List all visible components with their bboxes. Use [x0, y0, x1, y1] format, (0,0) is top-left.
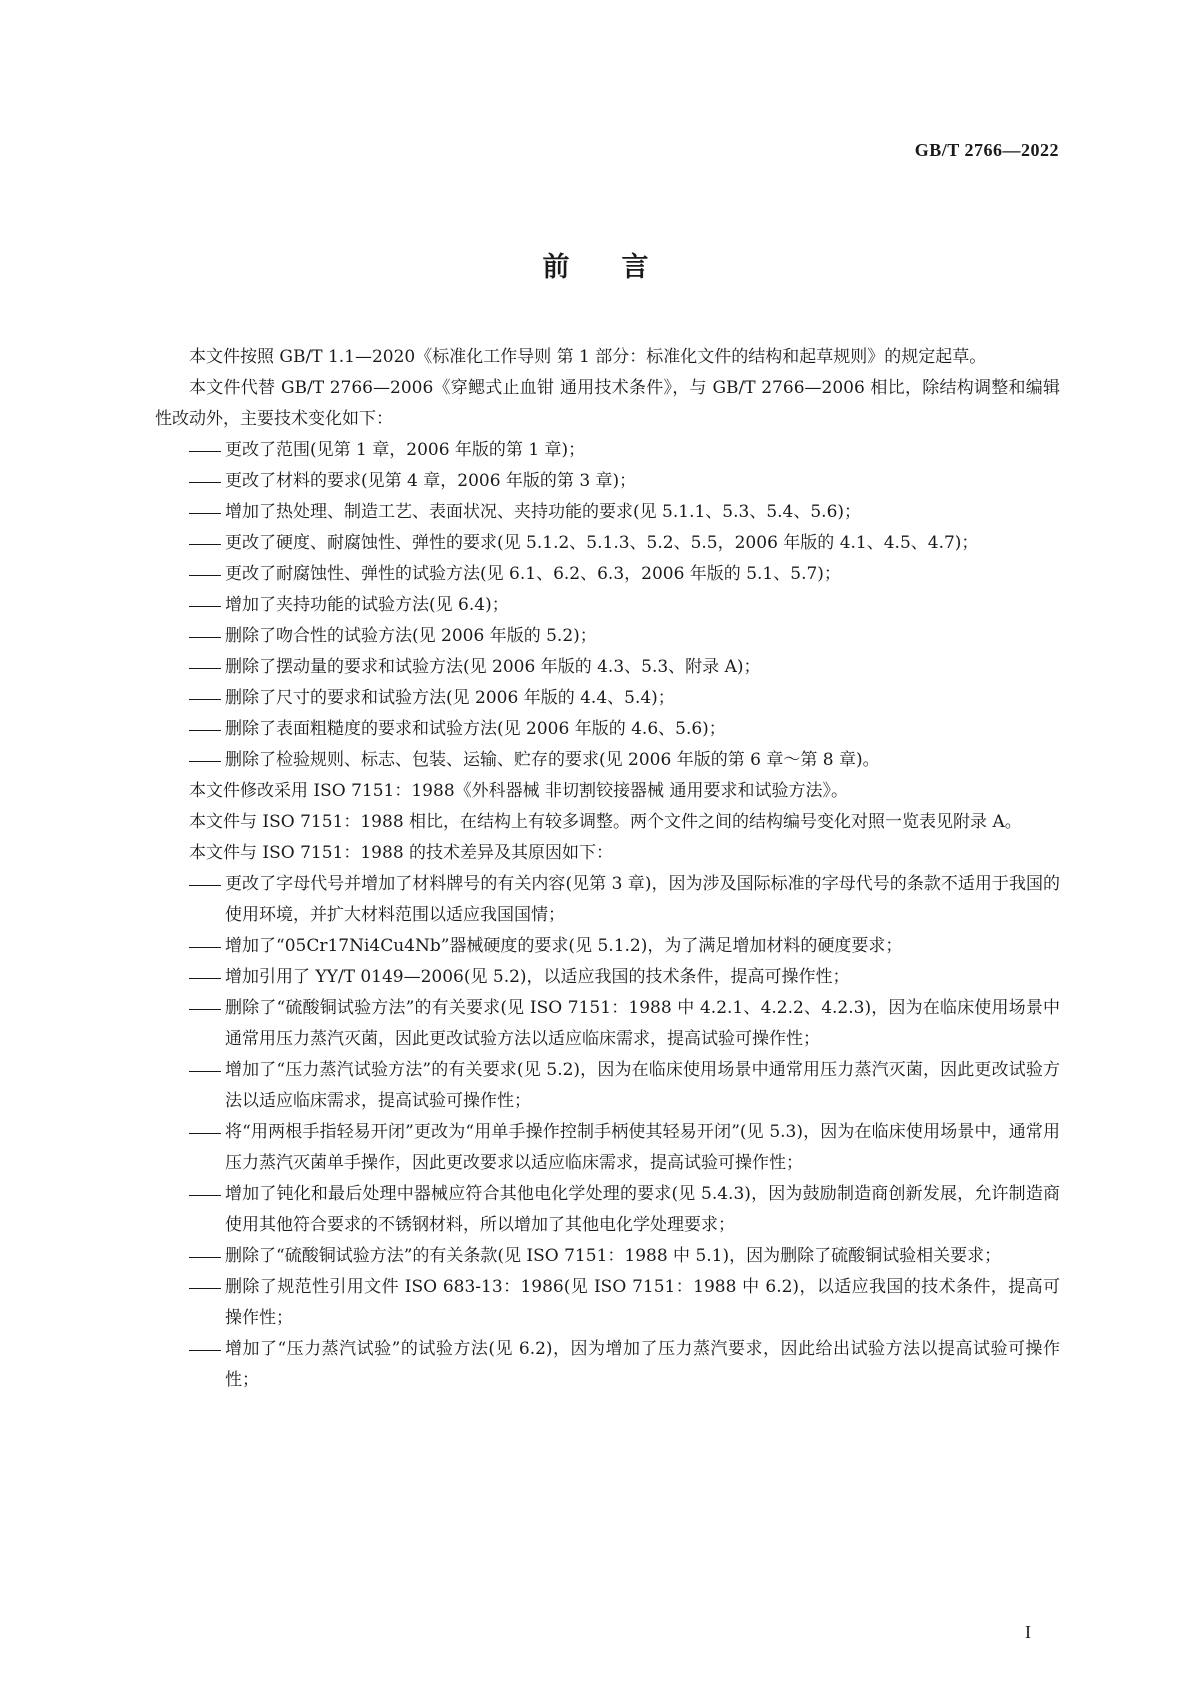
- list-item: [155, 714, 1060, 745]
- paragraph: 本文件代替 GB/T 2766—2006《穿鳃式止血钳 通用技术条件》，与 GB/T 2766—2006 相比，除结构调整和编辑性改动外，主要技术变化如下：: [155, 378, 1060, 429]
- list-item: [155, 745, 1060, 776]
- list-item: [155, 528, 1060, 559]
- list-item: [155, 435, 1060, 466]
- list-item: [155, 1179, 1060, 1241]
- list-item-text: 更改了字母代号并增加了材料牌号的有关内容(见第 3 章)，因为涉及国际标准的字母代号的条款不适用于我国的使用环境，并扩大材料范围以适应我国国情；: [225, 874, 1060, 925]
- list-item: [155, 683, 1060, 714]
- paragraph: 本文件与 ISO 7151：1988 的技术差异及其原因如下：: [189, 843, 614, 863]
- list-item-text: 删除了表面粗糙度的要求和试验方法(见 2006 年版的 4.6、5.6)；: [225, 719, 726, 739]
- differences-list: [155, 869, 1060, 1396]
- page-title: 前言: [542, 252, 701, 283]
- list-item: [155, 931, 1060, 962]
- list-item: [155, 993, 1060, 1055]
- list-item-text: 增加了“压力蒸汽试验方法”的有关要求(见 5.2)，因为在临床使用场景中通常用压力蒸汽灭菌，因此更改试验方法以适应临床需求，提高试验可操作性；: [225, 1060, 1060, 1111]
- list-item-text: 将“用两根手指轻易开闭”更改为“用单手操作控制手柄使其轻易开闭”(见 5.3)，因为在临床使用场景中，通常用压力蒸汽灭菌单手操作，因此更改要求以适应临床需求，提高试验可操作性；: [225, 1122, 1060, 1173]
- list-item: [155, 1241, 1060, 1272]
- list-item: [155, 497, 1060, 528]
- changes-list: [155, 435, 1060, 776]
- list-item-text: 删除了摆动量的要求和试验方法(见 2006 年版的 4.3、5.3、附录 A)；: [225, 657, 761, 677]
- list-item-text: 增加了钝化和最后处理中器械应符合其他电化学处理的要求(见 5.4.3)，因为鼓励制造商创新发展，允许制造商使用其他符合要求的不锈钢材料，所以增加了其他电化学处理要求；: [225, 1184, 1060, 1235]
- list-item-text: 删除了“硫酸铜试验方法”的有关要求(见 ISO 7151：1988 中 4.2.1、4.2.2、4.2.3)，因为在临床使用场景中通常用压力蒸汽灭菌，因此更改试验方法以适应临床需求，提高试验可操作性；: [225, 998, 1060, 1049]
- list-item-text: 增加了夹持功能的试验方法(见 6.4)；: [225, 595, 509, 615]
- list-item-text: 增加了热处理、制造工艺、表面状况、夹持功能的要求(见 5.1.1、5.3、5.4、5.6)；: [225, 502, 862, 522]
- list-item: [155, 590, 1060, 621]
- list-item-text: 删除了吻合性的试验方法(见 2006 年版的 5.2)；: [225, 626, 597, 646]
- list-item-text: 更改了材料的要求(见第 4 章，2006 年版的第 3 章)；: [225, 471, 637, 491]
- list-item: [155, 466, 1060, 497]
- list-item: [155, 1055, 1060, 1117]
- list-item-text: 更改了范围(见第 1 章，2006 年版的第 1 章)；: [225, 440, 586, 460]
- page-number: I: [1025, 1622, 1031, 1642]
- list-item: [155, 652, 1060, 683]
- list-item: [155, 869, 1060, 931]
- list-item: [155, 1117, 1060, 1179]
- document-body: [155, 342, 1060, 1396]
- paragraph: 本文件与 ISO 7151：1988 相比，在结构上有较多调整。两个文件之间的结构编号变化对照一览表见附录 A。: [189, 812, 1022, 832]
- list-item-text: 更改了耐腐蚀性、弹性的试验方法(见 6.1、6.2、6.3，2006 年版的 5.1、5.7)；: [225, 564, 841, 584]
- list-item-text: 删除了检验规则、标志、包装、运输、贮存的要求(见 2006 年版的第 6 章～第 8 章)。: [225, 750, 880, 770]
- list-item: [155, 962, 1060, 993]
- list-item-text: 删除了“硫酸铜试验方法”的有关条款(见 ISO 7151：1988 中 5.1)，因为删除了硫酸铜试验相关要求；: [225, 1246, 1002, 1266]
- list-item-text: 增加了“05Cr17Ni4Cu4Nb”器械硬度的要求(见 5.1.2)，为了满足增加材料的硬度要求；: [225, 936, 903, 956]
- list-item-text: 增加了“压力蒸汽试验”的试验方法(见 6.2)，因为增加了压力蒸汽要求，因此给出试验方法以提高试验可操作性；: [225, 1339, 1060, 1390]
- list-item: [155, 621, 1060, 652]
- list-item-text: 删除了尺寸的要求和试验方法(见 2006 年版的 4.4、5.4)；: [225, 688, 675, 708]
- list-item-text: 删除了规范性引用文件 ISO 683-13：1986(见 ISO 7151：1988 中 6.2)，以适应我国的技术条件，提高可操作性；: [225, 1277, 1060, 1328]
- list-item: [155, 1334, 1060, 1396]
- list-item: [155, 1272, 1060, 1334]
- paragraph: 本文件按照 GB/T 1.1—2020《标准化工作导则 第 1 部分：标准化文件的结构和起草规则》的规定起草。: [189, 347, 987, 367]
- paragraph: 本文件修改采用 ISO 7151：1988《外科器械 非切割铰接器械 通用要求和试验方法》。: [189, 781, 848, 801]
- list-item-text: 增加引用了 YY/T 0149—2006(见 5.2)，以适应我国的技术条件，提高可操作性；: [225, 967, 850, 987]
- list-item: [155, 559, 1060, 590]
- list-item-text: 更改了硬度、耐腐蚀性、弹性的要求(见 5.1.2、5.1.3、5.2、5.5，2006 年版的 4.1、4.5、4.7)；: [225, 533, 979, 553]
- standard-code: GB/T 2766—2022: [914, 140, 1059, 160]
